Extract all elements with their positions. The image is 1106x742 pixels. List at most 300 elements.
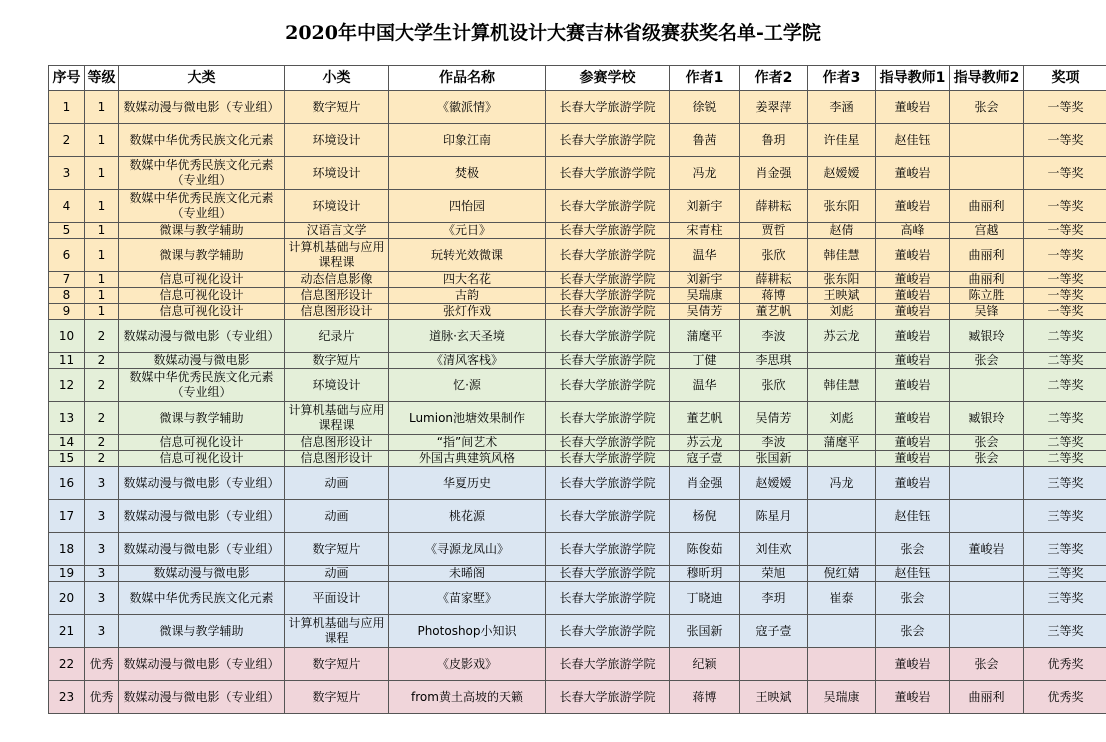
cell-author3: 韩佳慧 bbox=[808, 369, 876, 402]
cell-category: 数媒动漫与微电影（专业组） bbox=[119, 91, 285, 124]
cell-work-name: 外国古典建筑风格 bbox=[389, 451, 546, 467]
cell-author3: 刘彪 bbox=[808, 304, 876, 320]
cell-subcategory: 环境设计 bbox=[285, 124, 389, 157]
cell-school: 长春大学旅游学院 bbox=[546, 239, 670, 272]
cell-advisor2: 吴锋 bbox=[950, 304, 1024, 320]
cell-author3: 刘彪 bbox=[808, 402, 876, 435]
cell-author3: 苏云龙 bbox=[808, 320, 876, 353]
table-row bbox=[49, 190, 1106, 223]
cell-author3: 李涵 bbox=[808, 91, 876, 124]
cell-index: 21 bbox=[49, 615, 85, 648]
cell-school: 长春大学旅游学院 bbox=[546, 566, 670, 582]
cell-author1: 丁健 bbox=[670, 353, 740, 369]
table-row bbox=[49, 157, 1106, 190]
table-row bbox=[49, 500, 1106, 533]
cell-author3 bbox=[808, 648, 876, 681]
cell-advisor2: 张会 bbox=[950, 451, 1024, 467]
cell-advisor1: 董峻岩 bbox=[876, 272, 950, 288]
col-header-index: 序号 bbox=[49, 66, 85, 91]
cell-author2: 肖金强 bbox=[740, 157, 808, 190]
cell-author3: 赵嫒嫒 bbox=[808, 157, 876, 190]
cell-level: 2 bbox=[85, 320, 119, 353]
cell-author3: 蒲麾平 bbox=[808, 435, 876, 451]
cell-index: 10 bbox=[49, 320, 85, 353]
cell-author3: 冯龙 bbox=[808, 467, 876, 500]
cell-award: 一等奖 bbox=[1024, 124, 1106, 157]
cell-advisor2: 臧银玲 bbox=[950, 320, 1024, 353]
cell-index: 4 bbox=[49, 190, 85, 223]
cell-author1: 蒋博 bbox=[670, 681, 740, 714]
cell-advisor1: 高峰 bbox=[876, 223, 950, 239]
cell-work-name: 四怡园 bbox=[389, 190, 546, 223]
cell-index: 8 bbox=[49, 288, 85, 304]
cell-school: 长春大学旅游学院 bbox=[546, 124, 670, 157]
cell-school: 长春大学旅游学院 bbox=[546, 451, 670, 467]
cell-category: 数媒中华优秀民族文化元素（专业组） bbox=[119, 190, 285, 223]
cell-subcategory: 信息图形设计 bbox=[285, 304, 389, 320]
cell-award: 优秀奖 bbox=[1024, 648, 1106, 681]
table-row bbox=[49, 272, 1106, 288]
cell-subcategory: 数字短片 bbox=[285, 533, 389, 566]
cell-level: 3 bbox=[85, 467, 119, 500]
cell-author1: 鲁茜 bbox=[670, 124, 740, 157]
cell-award: 二等奖 bbox=[1024, 320, 1106, 353]
cell-category: 微课与教学辅助 bbox=[119, 615, 285, 648]
cell-author1: 陈俊茹 bbox=[670, 533, 740, 566]
cell-author2: 张欣 bbox=[740, 369, 808, 402]
cell-author1: 刘新宇 bbox=[670, 190, 740, 223]
cell-award: 三等奖 bbox=[1024, 467, 1106, 500]
cell-author2: 董艺帆 bbox=[740, 304, 808, 320]
cell-advisor2 bbox=[950, 566, 1024, 582]
cell-advisor1: 董峻岩 bbox=[876, 190, 950, 223]
table-row bbox=[49, 304, 1106, 320]
cell-award: 二等奖 bbox=[1024, 369, 1106, 402]
cell-advisor1: 董峻岩 bbox=[876, 369, 950, 402]
cell-work-name: 焚极 bbox=[389, 157, 546, 190]
cell-advisor1: 张会 bbox=[876, 582, 950, 615]
table-row bbox=[49, 681, 1106, 714]
table-row bbox=[49, 223, 1106, 239]
cell-author2 bbox=[740, 648, 808, 681]
cell-author1: 丁晓迪 bbox=[670, 582, 740, 615]
cell-level: 1 bbox=[85, 304, 119, 320]
cell-school: 长春大学旅游学院 bbox=[546, 223, 670, 239]
cell-author2: 贾哲 bbox=[740, 223, 808, 239]
cell-work-name: 忆·源 bbox=[389, 369, 546, 402]
cell-advisor1: 赵佳钰 bbox=[876, 566, 950, 582]
cell-level: 2 bbox=[85, 353, 119, 369]
cell-subcategory: 纪录片 bbox=[285, 320, 389, 353]
cell-subcategory: 环境设计 bbox=[285, 157, 389, 190]
cell-author1: 刘新宇 bbox=[670, 272, 740, 288]
cell-level: 1 bbox=[85, 124, 119, 157]
col-header-level: 等级 bbox=[85, 66, 119, 91]
cell-subcategory: 数字短片 bbox=[285, 91, 389, 124]
cell-level: 3 bbox=[85, 566, 119, 582]
cell-award: 三等奖 bbox=[1024, 533, 1106, 566]
cell-award: 三等奖 bbox=[1024, 582, 1106, 615]
cell-advisor1: 赵佳钰 bbox=[876, 500, 950, 533]
table-row bbox=[49, 320, 1106, 353]
cell-category: 微课与教学辅助 bbox=[119, 223, 285, 239]
col-header-category: 大类 bbox=[119, 66, 285, 91]
cell-author3 bbox=[808, 451, 876, 467]
col-header-advisor1: 指导教师1 bbox=[876, 66, 950, 91]
cell-subcategory: 环境设计 bbox=[285, 369, 389, 402]
cell-index: 9 bbox=[49, 304, 85, 320]
cell-advisor1: 董峻岩 bbox=[876, 304, 950, 320]
cell-category: 数媒动漫与微电影（专业组） bbox=[119, 320, 285, 353]
cell-author2: 薛耕耘 bbox=[740, 272, 808, 288]
cell-subcategory: 动画 bbox=[285, 500, 389, 533]
cell-work-name: 《寻源龙凤山》 bbox=[389, 533, 546, 566]
cell-index: 17 bbox=[49, 500, 85, 533]
cell-school: 长春大学旅游学院 bbox=[546, 435, 670, 451]
cell-subcategory: 数字短片 bbox=[285, 353, 389, 369]
cell-author1: 温华 bbox=[670, 369, 740, 402]
cell-advisor1: 董峻岩 bbox=[876, 320, 950, 353]
cell-work-name: 华夏历史 bbox=[389, 467, 546, 500]
cell-advisor2 bbox=[950, 582, 1024, 615]
table-row bbox=[49, 369, 1106, 402]
cell-school: 长春大学旅游学院 bbox=[546, 320, 670, 353]
cell-author1: 宋青柱 bbox=[670, 223, 740, 239]
cell-category: 信息可视化设计 bbox=[119, 304, 285, 320]
cell-advisor1: 董峻岩 bbox=[876, 681, 950, 714]
cell-award: 一等奖 bbox=[1024, 288, 1106, 304]
cell-index: 11 bbox=[49, 353, 85, 369]
cell-work-name: 桃花源 bbox=[389, 500, 546, 533]
cell-award: 一等奖 bbox=[1024, 239, 1106, 272]
cell-work-name: Lumion池塘效果制作 bbox=[389, 402, 546, 435]
page-title: 2020年中国大学生计算机设计大赛吉林省级赛获奖名单-工学院 bbox=[285, 22, 821, 44]
cell-category: 微课与教学辅助 bbox=[119, 402, 285, 435]
cell-award: 一等奖 bbox=[1024, 91, 1106, 124]
cell-author3: 张东阳 bbox=[808, 272, 876, 288]
table-row bbox=[49, 353, 1106, 369]
cell-award: 三等奖 bbox=[1024, 500, 1106, 533]
cell-index: 15 bbox=[49, 451, 85, 467]
table-row bbox=[49, 451, 1106, 467]
cell-advisor2: 陈立胜 bbox=[950, 288, 1024, 304]
cell-index: 3 bbox=[49, 157, 85, 190]
cell-school: 长春大学旅游学院 bbox=[546, 582, 670, 615]
cell-author2: 陈星月 bbox=[740, 500, 808, 533]
cell-advisor2: 曲丽利 bbox=[950, 681, 1024, 714]
cell-index: 22 bbox=[49, 648, 85, 681]
cell-school: 长春大学旅游学院 bbox=[546, 615, 670, 648]
cell-work-name: 未晞阁 bbox=[389, 566, 546, 582]
cell-category: 数媒动漫与微电影 bbox=[119, 353, 285, 369]
table-row bbox=[49, 615, 1106, 648]
cell-level: 3 bbox=[85, 615, 119, 648]
cell-advisor2: 张会 bbox=[950, 353, 1024, 369]
cell-author1: 杨倪 bbox=[670, 500, 740, 533]
cell-work-name: Photoshop小知识 bbox=[389, 615, 546, 648]
cell-award: 一等奖 bbox=[1024, 272, 1106, 288]
cell-advisor1: 董峻岩 bbox=[876, 648, 950, 681]
cell-author1: 苏云龙 bbox=[670, 435, 740, 451]
cell-author2: 刘佳欢 bbox=[740, 533, 808, 566]
cell-work-name: 张灯作戏 bbox=[389, 304, 546, 320]
cell-category: 数媒中华优秀民族文化元素（专业组） bbox=[119, 369, 285, 402]
cell-index: 14 bbox=[49, 435, 85, 451]
cell-award: 二等奖 bbox=[1024, 402, 1106, 435]
cell-subcategory: 环境设计 bbox=[285, 190, 389, 223]
cell-advisor1: 董峻岩 bbox=[876, 467, 950, 500]
col-header-award: 奖项 bbox=[1024, 66, 1106, 91]
cell-advisor1: 董峻岩 bbox=[876, 288, 950, 304]
cell-level: 2 bbox=[85, 402, 119, 435]
cell-category: 数媒动漫与微电影（专业组） bbox=[119, 533, 285, 566]
cell-award: 三等奖 bbox=[1024, 566, 1106, 582]
cell-index: 1 bbox=[49, 91, 85, 124]
header-row bbox=[49, 66, 1106, 91]
cell-advisor2: 宫越 bbox=[950, 223, 1024, 239]
table-row bbox=[49, 402, 1106, 435]
table-row bbox=[49, 467, 1106, 500]
cell-author3 bbox=[808, 353, 876, 369]
col-header-author2: 作者2 bbox=[740, 66, 808, 91]
cell-category: 数媒动漫与微电影（专业组） bbox=[119, 500, 285, 533]
cell-award: 三等奖 bbox=[1024, 615, 1106, 648]
cell-author2: 李波 bbox=[740, 435, 808, 451]
cell-author1: 纪颖 bbox=[670, 648, 740, 681]
table-row bbox=[49, 582, 1106, 615]
cell-award: 一等奖 bbox=[1024, 157, 1106, 190]
cell-award: 二等奖 bbox=[1024, 435, 1106, 451]
cell-author2: 姜翠萍 bbox=[740, 91, 808, 124]
cell-author1: 肖金强 bbox=[670, 467, 740, 500]
cell-author2: 王映斌 bbox=[740, 681, 808, 714]
cell-level: 3 bbox=[85, 500, 119, 533]
table-row bbox=[49, 533, 1106, 566]
cell-author1: 寇子壹 bbox=[670, 451, 740, 467]
cell-category: 数媒动漫与微电影（专业组） bbox=[119, 648, 285, 681]
cell-index: 18 bbox=[49, 533, 85, 566]
cell-work-name: 古韵 bbox=[389, 288, 546, 304]
cell-subcategory: 计算机基础与应用课程课 bbox=[285, 239, 389, 272]
cell-level: 1 bbox=[85, 190, 119, 223]
cell-level: 2 bbox=[85, 451, 119, 467]
cell-author2: 寇子壹 bbox=[740, 615, 808, 648]
cell-work-name: 道脉·玄天圣境 bbox=[389, 320, 546, 353]
cell-author2: 张欣 bbox=[740, 239, 808, 272]
cell-author3: 王映斌 bbox=[808, 288, 876, 304]
col-header-author3: 作者3 bbox=[808, 66, 876, 91]
cell-work-name: 《清风客栈》 bbox=[389, 353, 546, 369]
cell-category: 微课与教学辅助 bbox=[119, 239, 285, 272]
table-row bbox=[49, 91, 1106, 124]
col-header-school: 参赛学校 bbox=[546, 66, 670, 91]
cell-advisor2 bbox=[950, 467, 1024, 500]
table-row bbox=[49, 239, 1106, 272]
col-header-author1: 作者1 bbox=[670, 66, 740, 91]
cell-level: 优秀 bbox=[85, 648, 119, 681]
cell-school: 长春大学旅游学院 bbox=[546, 533, 670, 566]
cell-category: 信息可视化设计 bbox=[119, 435, 285, 451]
cell-level: 1 bbox=[85, 239, 119, 272]
cell-subcategory: 动态信息影像 bbox=[285, 272, 389, 288]
cell-level: 1 bbox=[85, 91, 119, 124]
cell-subcategory: 数字短片 bbox=[285, 648, 389, 681]
cell-advisor1: 张会 bbox=[876, 615, 950, 648]
table-row bbox=[49, 566, 1106, 582]
cell-advisor1: 董峻岩 bbox=[876, 451, 950, 467]
cell-award: 二等奖 bbox=[1024, 451, 1106, 467]
cell-advisor2 bbox=[950, 369, 1024, 402]
cell-level: 1 bbox=[85, 157, 119, 190]
cell-index: 13 bbox=[49, 402, 85, 435]
cell-subcategory: 动画 bbox=[285, 467, 389, 500]
cell-index: 6 bbox=[49, 239, 85, 272]
cell-author3 bbox=[808, 615, 876, 648]
cell-school: 长春大学旅游学院 bbox=[546, 272, 670, 288]
cell-author1: 冯龙 bbox=[670, 157, 740, 190]
cell-advisor1: 董峻岩 bbox=[876, 435, 950, 451]
cell-school: 长春大学旅游学院 bbox=[546, 157, 670, 190]
cell-subcategory: 信息图形设计 bbox=[285, 451, 389, 467]
table-row bbox=[49, 288, 1106, 304]
cell-work-name: 《皮影戏》 bbox=[389, 648, 546, 681]
cell-work-name: 《徽派情》 bbox=[389, 91, 546, 124]
cell-author3: 倪红婧 bbox=[808, 566, 876, 582]
cell-advisor1: 董峻岩 bbox=[876, 353, 950, 369]
cell-subcategory: 计算机基础与应用课程课 bbox=[285, 402, 389, 435]
col-header-subcategory: 小类 bbox=[285, 66, 389, 91]
cell-subcategory: 数字短片 bbox=[285, 681, 389, 714]
cell-advisor2: 臧银玲 bbox=[950, 402, 1024, 435]
cell-level: 2 bbox=[85, 369, 119, 402]
cell-school: 长春大学旅游学院 bbox=[546, 402, 670, 435]
cell-school: 长春大学旅游学院 bbox=[546, 681, 670, 714]
cell-category: 数媒中华优秀民族文化元素 bbox=[119, 124, 285, 157]
cell-author2: 赵嫒嫒 bbox=[740, 467, 808, 500]
cell-award: 一等奖 bbox=[1024, 190, 1106, 223]
cell-advisor2: 张会 bbox=[950, 91, 1024, 124]
cell-author2: 李思琪 bbox=[740, 353, 808, 369]
cell-category: 数媒中华优秀民族文化元素 bbox=[119, 582, 285, 615]
cell-index: 7 bbox=[49, 272, 85, 288]
cell-index: 23 bbox=[49, 681, 85, 714]
cell-award: 优秀奖 bbox=[1024, 681, 1106, 714]
cell-level: 1 bbox=[85, 223, 119, 239]
cell-advisor1: 董峻岩 bbox=[876, 157, 950, 190]
cell-author1: 穆昕玥 bbox=[670, 566, 740, 582]
cell-school: 长春大学旅游学院 bbox=[546, 500, 670, 533]
cell-advisor1: 董峻岩 bbox=[876, 91, 950, 124]
cell-author3: 崔泰 bbox=[808, 582, 876, 615]
cell-author2: 张国新 bbox=[740, 451, 808, 467]
cell-index: 20 bbox=[49, 582, 85, 615]
cell-school: 长春大学旅游学院 bbox=[546, 304, 670, 320]
cell-advisor2 bbox=[950, 124, 1024, 157]
cell-work-name: 四大名花 bbox=[389, 272, 546, 288]
awards-table bbox=[48, 65, 1106, 714]
cell-school: 长春大学旅游学院 bbox=[546, 648, 670, 681]
cell-work-name: from黄土高坡的天籁 bbox=[389, 681, 546, 714]
col-header-work-name: 作品名称 bbox=[389, 66, 546, 91]
cell-work-name: 《元日》 bbox=[389, 223, 546, 239]
cell-author1: 蒲麾平 bbox=[670, 320, 740, 353]
cell-advisor2: 张会 bbox=[950, 435, 1024, 451]
cell-advisor2 bbox=[950, 500, 1024, 533]
cell-category: 信息可视化设计 bbox=[119, 272, 285, 288]
table-row bbox=[49, 648, 1106, 681]
cell-subcategory: 动画 bbox=[285, 566, 389, 582]
cell-advisor2: 曲丽利 bbox=[950, 239, 1024, 272]
cell-school: 长春大学旅游学院 bbox=[546, 91, 670, 124]
cell-category: 数媒动漫与微电影（专业组） bbox=[119, 681, 285, 714]
cell-index: 16 bbox=[49, 467, 85, 500]
col-header-advisor2: 指导教师2 bbox=[950, 66, 1024, 91]
cell-advisor1: 张会 bbox=[876, 533, 950, 566]
cell-category: 数媒动漫与微电影 bbox=[119, 566, 285, 582]
cell-category: 数媒中华优秀民族文化元素（专业组） bbox=[119, 157, 285, 190]
cell-author3: 许佳星 bbox=[808, 124, 876, 157]
cell-category: 信息可视化设计 bbox=[119, 288, 285, 304]
cell-school: 长春大学旅游学院 bbox=[546, 353, 670, 369]
cell-category: 信息可视化设计 bbox=[119, 451, 285, 467]
cell-author3 bbox=[808, 500, 876, 533]
cell-index: 2 bbox=[49, 124, 85, 157]
table-row bbox=[49, 124, 1106, 157]
cell-work-name: 《苗家墅》 bbox=[389, 582, 546, 615]
cell-author1: 吴倩芳 bbox=[670, 304, 740, 320]
cell-category: 数媒动漫与微电影（专业组） bbox=[119, 467, 285, 500]
cell-advisor2: 曲丽利 bbox=[950, 272, 1024, 288]
cell-subcategory: 汉语言文学 bbox=[285, 223, 389, 239]
cell-author2: 吴倩芳 bbox=[740, 402, 808, 435]
cell-award: 一等奖 bbox=[1024, 304, 1106, 320]
cell-author1: 董艺帆 bbox=[670, 402, 740, 435]
cell-author2: 李玥 bbox=[740, 582, 808, 615]
cell-level: 3 bbox=[85, 533, 119, 566]
cell-subcategory: 平面设计 bbox=[285, 582, 389, 615]
cell-author2: 李波 bbox=[740, 320, 808, 353]
cell-work-name: 玩转光效微课 bbox=[389, 239, 546, 272]
cell-advisor2: 曲丽利 bbox=[950, 190, 1024, 223]
cell-level: 2 bbox=[85, 435, 119, 451]
cell-author3: 张东阳 bbox=[808, 190, 876, 223]
cell-index: 5 bbox=[49, 223, 85, 239]
cell-author3: 吴瑞康 bbox=[808, 681, 876, 714]
cell-author2: 鲁玥 bbox=[740, 124, 808, 157]
cell-author1: 徐锐 bbox=[670, 91, 740, 124]
cell-school: 长春大学旅游学院 bbox=[546, 190, 670, 223]
cell-author1: 吴瑞康 bbox=[670, 288, 740, 304]
cell-index: 12 bbox=[49, 369, 85, 402]
cell-subcategory: 信息图形设计 bbox=[285, 435, 389, 451]
cell-author2: 薛耕耘 bbox=[740, 190, 808, 223]
cell-advisor1: 董峻岩 bbox=[876, 239, 950, 272]
cell-author1: 温华 bbox=[670, 239, 740, 272]
cell-advisor2 bbox=[950, 615, 1024, 648]
cell-author3 bbox=[808, 533, 876, 566]
cell-author3: 赵倩 bbox=[808, 223, 876, 239]
cell-author3: 韩佳慧 bbox=[808, 239, 876, 272]
cell-work-name: “指”间艺术 bbox=[389, 435, 546, 451]
cell-work-name: 印象江南 bbox=[389, 124, 546, 157]
cell-school: 长春大学旅游学院 bbox=[546, 467, 670, 500]
cell-author2: 蒋博 bbox=[740, 288, 808, 304]
cell-author2: 荣旭 bbox=[740, 566, 808, 582]
cell-advisor2 bbox=[950, 157, 1024, 190]
table-row bbox=[49, 435, 1106, 451]
cell-award: 一等奖 bbox=[1024, 223, 1106, 239]
cell-subcategory: 计算机基础与应用课程 bbox=[285, 615, 389, 648]
